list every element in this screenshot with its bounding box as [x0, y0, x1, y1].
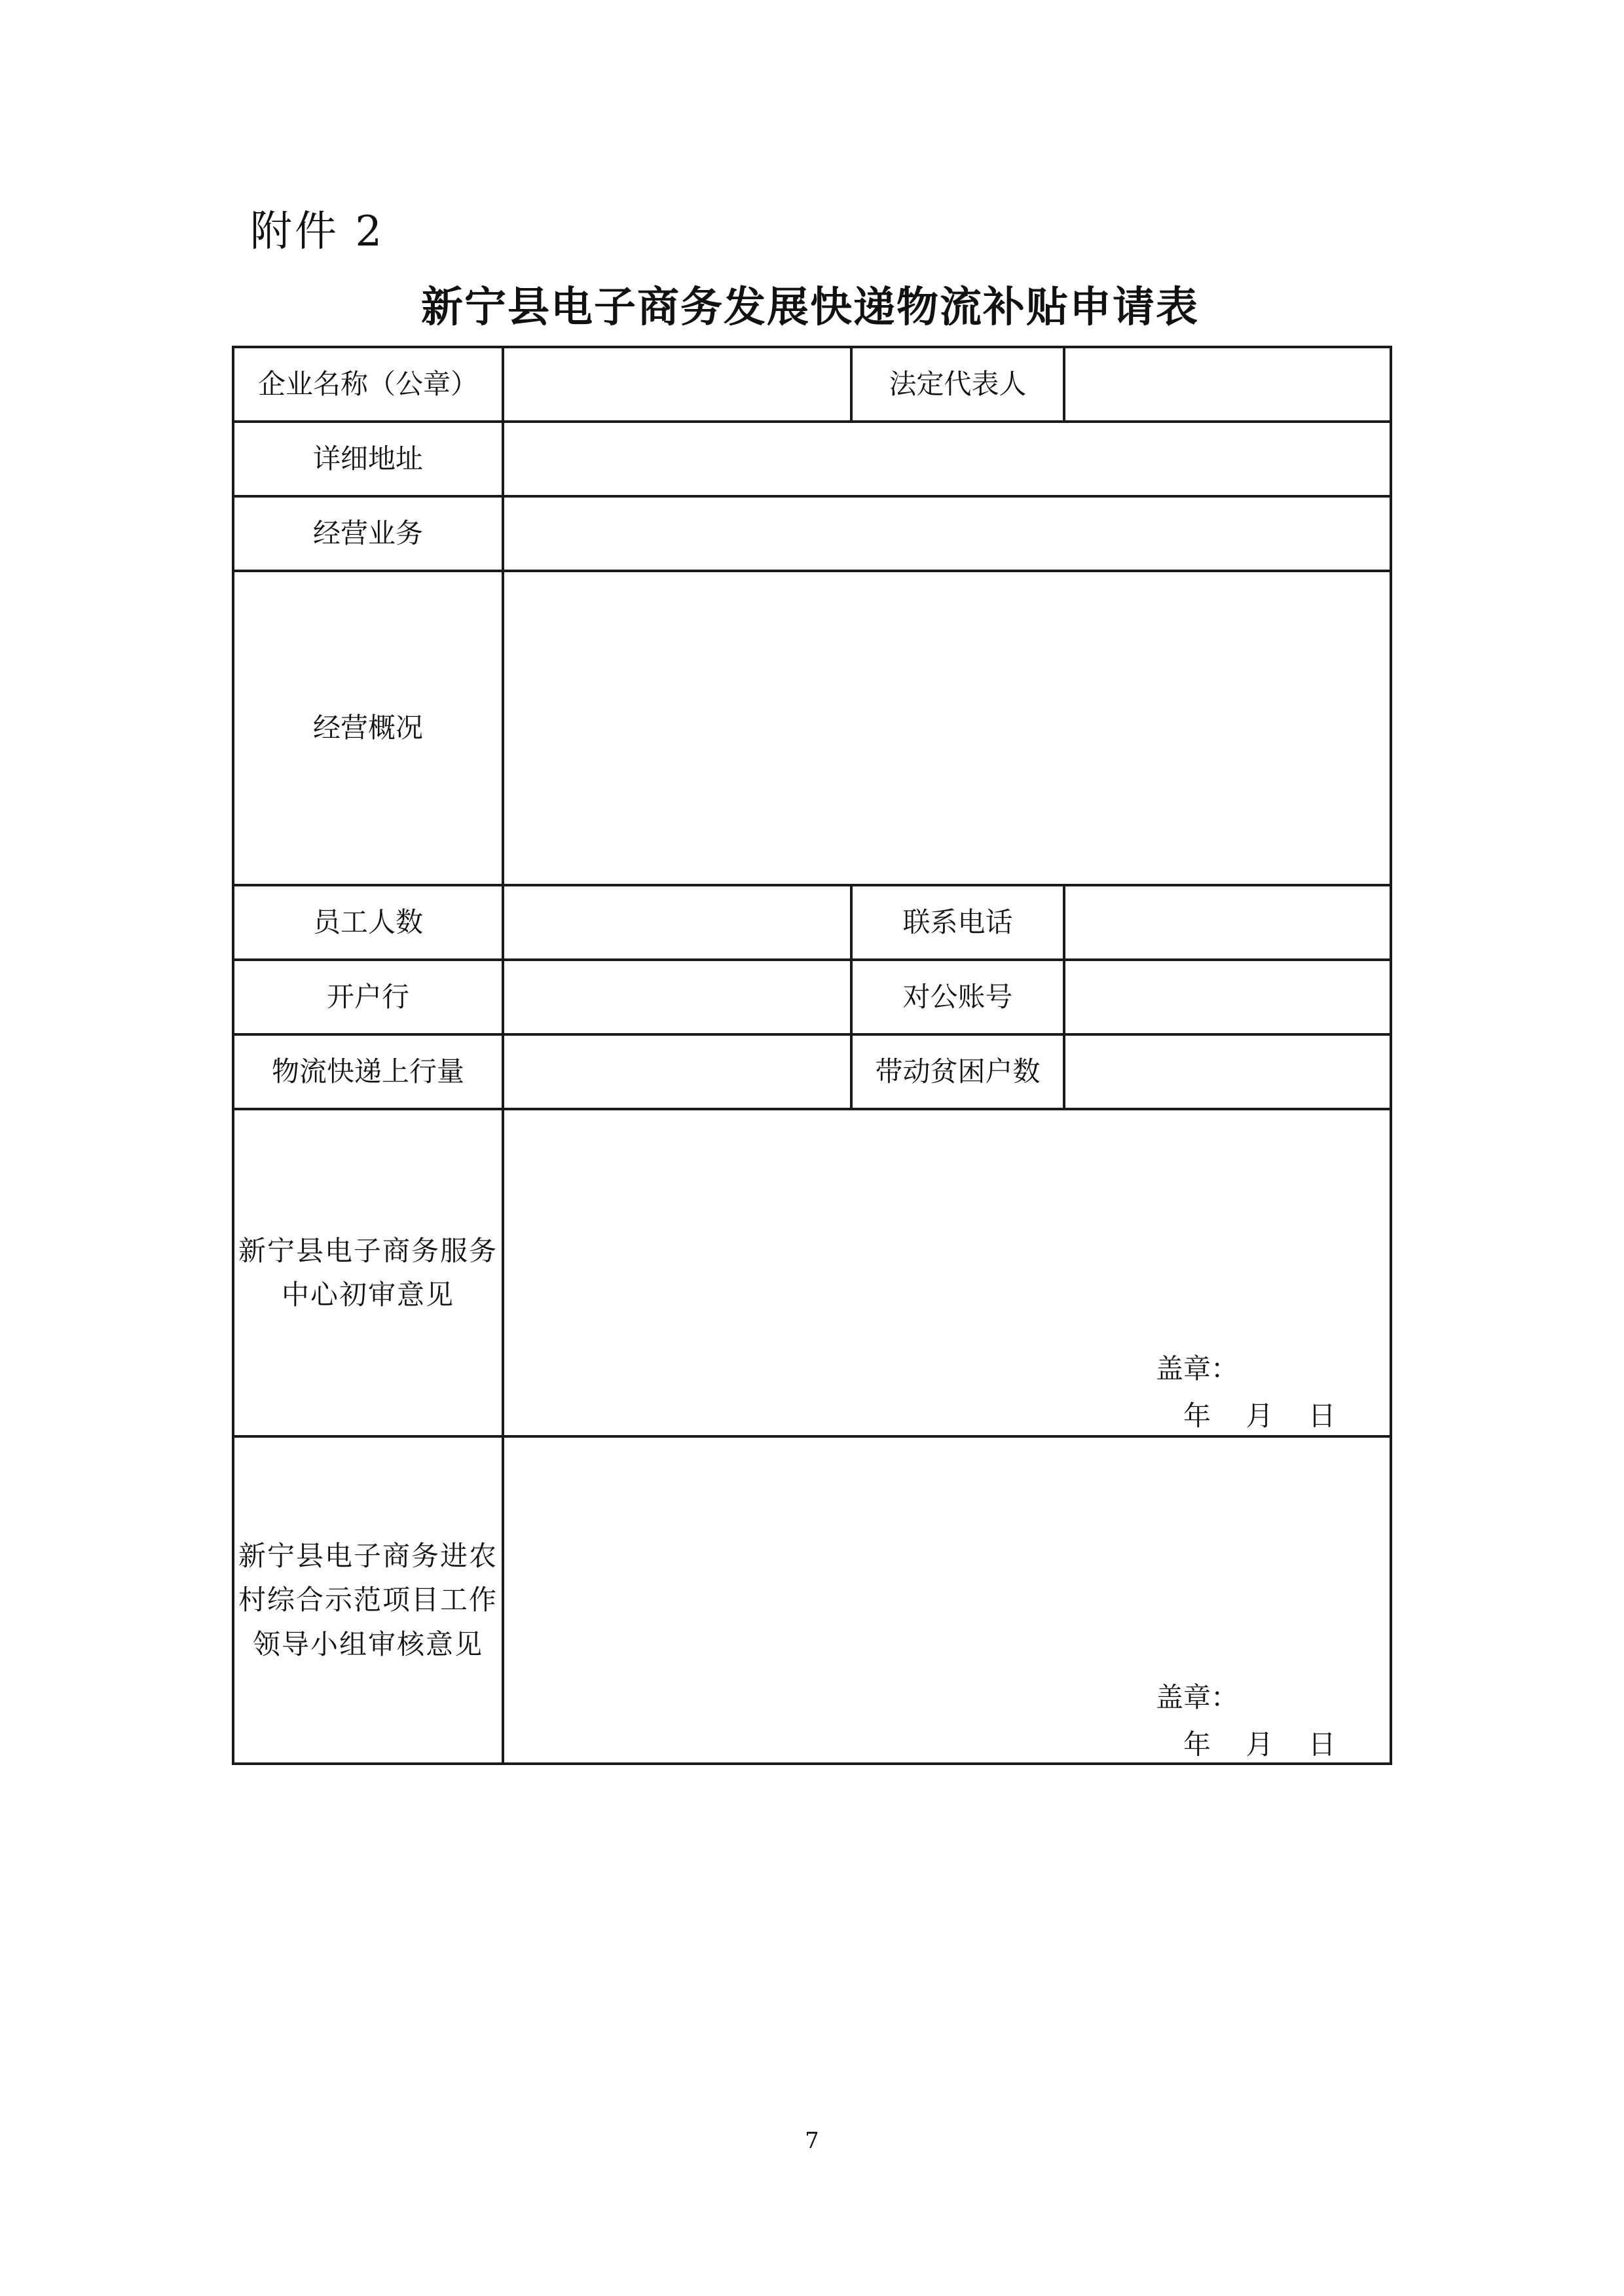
account-field[interactable] [1064, 960, 1391, 1034]
bank-label: 开户行 [233, 960, 503, 1034]
review1-label-line: 新宁县电子商务服务 [238, 1234, 498, 1267]
logistics-volume-field[interactable] [503, 1034, 851, 1109]
contact-phone-label: 联系电话 [851, 885, 1064, 960]
company-name-field[interactable] [503, 347, 851, 422]
legal-rep-field[interactable] [1064, 347, 1391, 422]
form-row-business-overview [233, 571, 1391, 885]
review1-date: 年 月 日 [1183, 1400, 1336, 1432]
attachment-label: 附件 2 [250, 208, 385, 256]
business-overview-field[interactable] [503, 571, 1391, 885]
business-overview-label: 经营概况 [233, 571, 503, 885]
poor-households-field[interactable] [1064, 1034, 1391, 1109]
address-field[interactable] [503, 422, 1391, 496]
review1-label-line: 中心初审意见 [281, 1279, 454, 1311]
address-label: 详细地址 [233, 422, 503, 496]
business-scope-field[interactable] [503, 496, 1391, 571]
subsidy-application-form [232, 346, 1392, 1765]
employee-count-label: 员工人数 [233, 885, 503, 960]
review2-opinion-field[interactable] [503, 1436, 1391, 1764]
page-number: 7 [805, 2128, 819, 2154]
review1-label [233, 1109, 503, 1436]
form-row-review1 [233, 1109, 1391, 1436]
form-row-logistics [233, 1034, 1391, 1109]
bank-field[interactable] [503, 960, 851, 1034]
form-row-review2 [233, 1436, 1391, 1764]
contact-phone-field[interactable] [1064, 885, 1391, 960]
poor-households-label: 带动贫困户数 [851, 1034, 1064, 1109]
review1-stamp-label: 盖章： [1156, 1353, 1239, 1385]
review1-opinion-field[interactable] [503, 1109, 1391, 1436]
document-title: 新宁县电子商务发展快递物流补贴申请表 [421, 283, 1199, 332]
form-row-employees [233, 885, 1391, 960]
company-name-label: 企业名称（公章） [233, 347, 503, 422]
logistics-volume-label: 物流快递上行量 [233, 1034, 503, 1109]
account-label: 对公账号 [851, 960, 1064, 1034]
business-scope-label: 经营业务 [233, 496, 503, 571]
legal-rep-label: 法定代表人 [851, 347, 1064, 422]
form-row-address [233, 422, 1391, 496]
form-row-company [233, 347, 1391, 422]
form-row-bank [233, 960, 1391, 1034]
review2-label-line: 村综合示范项目工作 [238, 1584, 498, 1616]
form-row-business-scope [233, 496, 1391, 571]
review2-date: 年 月 日 [1183, 1728, 1336, 1760]
review2-label-line: 新宁县电子商务进农 [238, 1540, 498, 1573]
review2-label [233, 1436, 503, 1764]
review2-stamp-label: 盖章： [1156, 1681, 1239, 1713]
review2-label-line: 领导小组审核意见 [252, 1628, 483, 1660]
employee-count-field[interactable] [503, 885, 851, 960]
